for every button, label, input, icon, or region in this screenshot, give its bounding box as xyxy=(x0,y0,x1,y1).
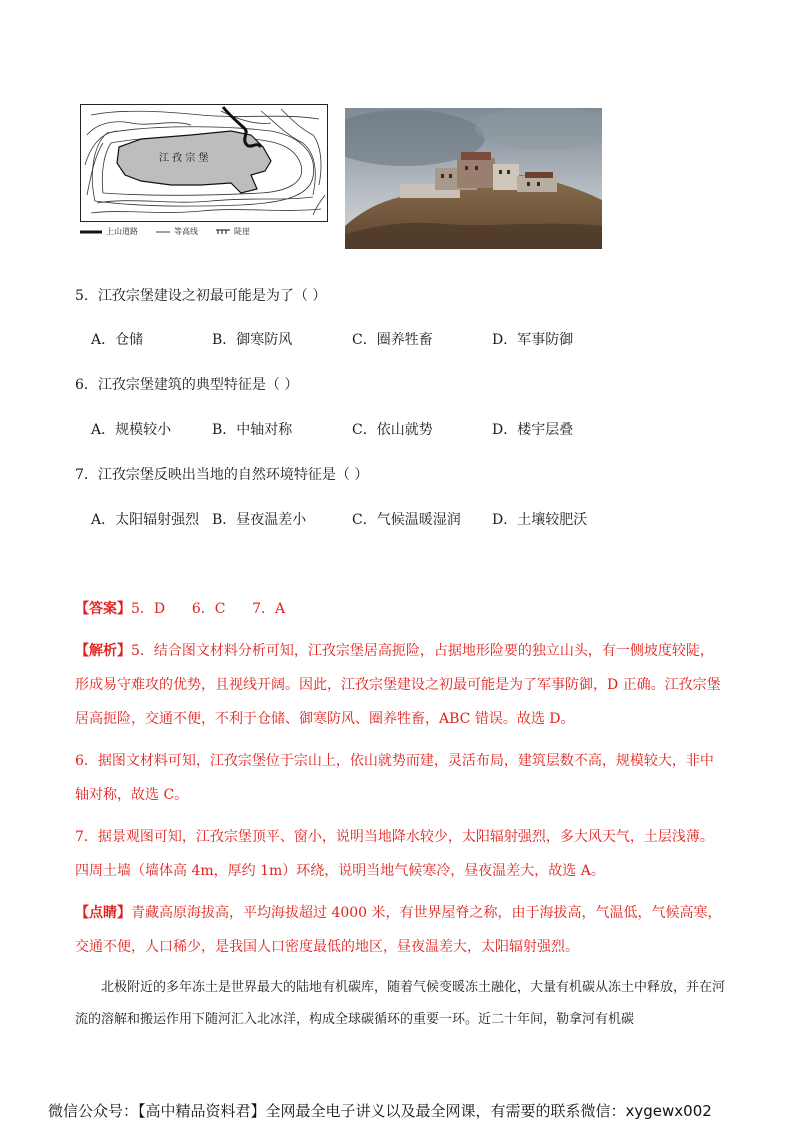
road-line-icon xyxy=(80,229,102,235)
q5-option-b: B．御寒防风 xyxy=(212,332,293,348)
q7-option-a: A．太阳辐射强烈 xyxy=(91,512,200,528)
fortress-contour-map xyxy=(80,104,328,222)
question-6-options xyxy=(91,419,731,439)
answer-tag: 【答案】 xyxy=(75,601,131,617)
question-7-options xyxy=(91,509,731,529)
analysis-tag: 【解析】 xyxy=(75,643,131,659)
analysis-5 xyxy=(75,634,725,736)
q5-option-a: A．仓储 xyxy=(91,332,144,348)
q6-option-d: D．楼宇层叠 xyxy=(492,422,574,438)
legend-road xyxy=(80,226,138,237)
analysis-7: 7．据景观图可知，江孜宗堡顶平、窗小，说明当地降水较少，太阳辐射强烈，多大风天气，土层浅薄。四周土墙（墙体高 4m，厚约 1m）环绕，说明当地气候寒冷，昼夜温差大，故选 A。 xyxy=(75,829,714,879)
answer-line xyxy=(75,598,285,618)
footer-notice: 微信公众号：【高中精品资料君】全网最全电子讲义以及最全网课，有需要的联系微信：xygewx002 xyxy=(48,1102,712,1120)
question-7-stem: 7．江孜宗堡反映出当地的自然环境特征是（ ） xyxy=(75,467,369,483)
q6-option-b: B．中轴对称 xyxy=(212,422,293,438)
q6-option-a: A．规模较小 xyxy=(91,422,172,438)
fortress-photo xyxy=(345,108,602,249)
analysis-6: 6．据图文材料可知，江孜宗堡位于宗山上，依山就势而建，灵活布局，建筑层数不高，规模较大，非中轴对称，故选 C。 xyxy=(75,753,714,803)
tip-text: 青藏高原海拔高，平均海拔超过 4000 米，有世界屋脊之称，由于海拔高，气温低，气候高寒，交通不便，人口稀少，是我国人口密度最低的地区，昼夜温差大，太阳辐射强烈。 xyxy=(75,905,722,955)
contour-map-svg xyxy=(81,105,327,221)
tip-block xyxy=(75,896,725,964)
contour-line-icon xyxy=(156,229,170,235)
question-5-options xyxy=(91,329,731,349)
q6-option-c: C．依山就势 xyxy=(352,422,433,438)
fortress-photo-svg xyxy=(345,108,602,249)
question-6-stem: 6．江孜宗堡建筑的典型特征是（ ） xyxy=(75,377,299,393)
q5-option-c: C．圈养牲畜 xyxy=(352,332,433,348)
legend-cliff-label: 陡崖 xyxy=(234,227,250,236)
map-legend xyxy=(80,226,250,237)
q5-option-d: D．军事防御 xyxy=(492,332,574,348)
legend-road-label: 上山道路 xyxy=(106,227,138,236)
cliff-symbol-icon xyxy=(216,228,230,236)
legend-cliff xyxy=(216,226,250,237)
tip-tag: 【点睛】 xyxy=(75,905,131,921)
analysis-5-text: 5．结合图文材料分析可知，江孜宗堡居高扼险，占据地形险要的独立山头，有一侧坡度较陡，形成易守难攻的优势，且视线开阔。因此，江孜宗堡建设之初最可能是为了军事防御，D 正确。江孜宗堡居高扼险，交通不便，不利于仓储、御寒防风、圈养牲畜，ABC 错误。故选 D。 xyxy=(75,643,721,727)
legend-contour-label: 等高线 xyxy=(174,227,198,236)
q7-option-b: B．昼夜温差小 xyxy=(212,512,307,528)
fortress-label: 江 孜 宗 堡 xyxy=(159,153,209,164)
answer-text: 5．D 6．C 7．A xyxy=(131,601,286,617)
legend-contour xyxy=(156,226,198,237)
next-passage: 北极附近的多年冻土是世界最大的陆地有机碳库，随着气候变暖冻土融化，大量有机碳从冻土中释放，并在河流的溶解和搬运作用下随河汇入北冰洋，构成全球碳循环的重要一环。近二十年间，勒拿河有机碳 xyxy=(75,980,726,1027)
q7-option-d: D．土壤较肥沃 xyxy=(492,512,588,528)
question-5-stem: 5．江孜宗堡建设之初最可能是为了（ ） xyxy=(75,288,327,304)
q7-option-c: C．气候温暖湿润 xyxy=(352,512,461,528)
